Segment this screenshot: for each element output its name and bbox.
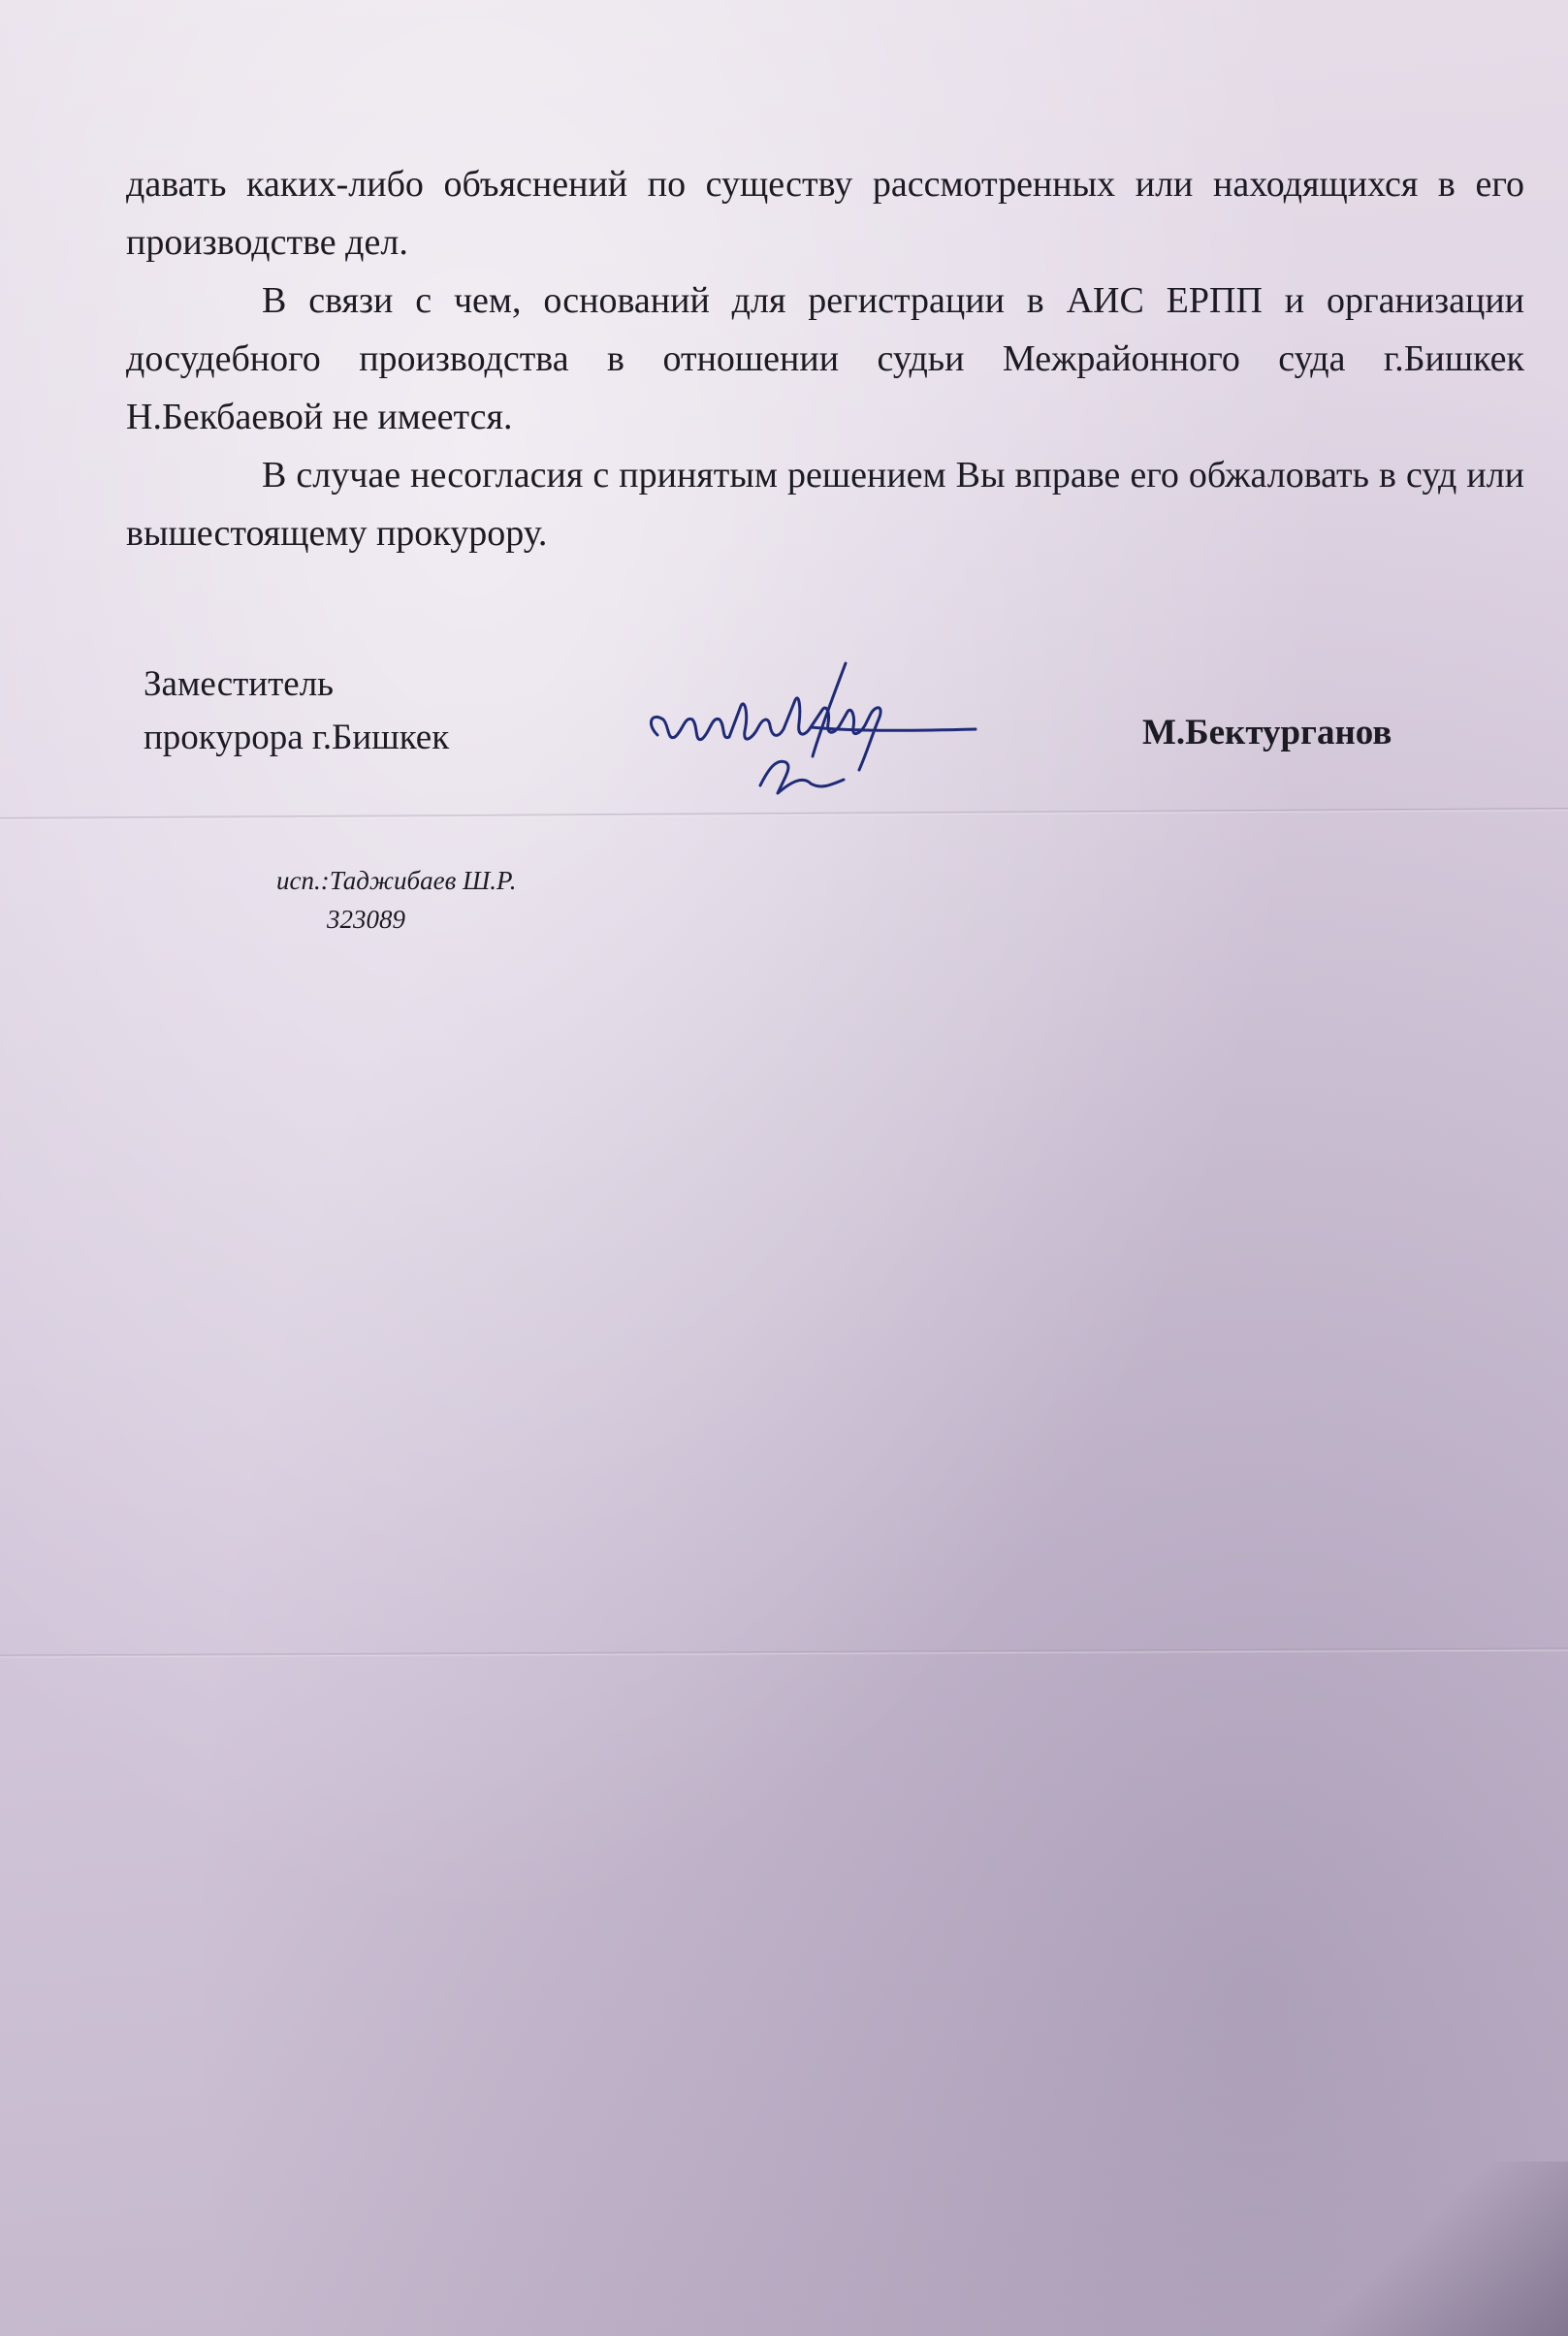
executor-phone: 323089 xyxy=(327,905,405,934)
executor-name: исп.:Таджибаев Ш.Р. xyxy=(276,866,517,895)
executor-info xyxy=(276,861,517,939)
body-paragraph: В случае несогласия с принятым решением Вы вправе его обжаловать в суд или вышестоящему прокурору. xyxy=(126,455,1524,554)
page-corner-shadow xyxy=(1316,2161,1568,2336)
body-paragraph: давать каких-либо объяснений по существу рассмотренных или находящихся в его производстве дел. xyxy=(126,164,1524,263)
handwritten-signature xyxy=(640,656,989,820)
signer-position xyxy=(144,657,449,764)
paper-fold-line xyxy=(0,1648,1568,1657)
signer-position-line: Заместитель xyxy=(144,664,335,704)
letter-body xyxy=(126,155,1524,562)
signer-name: М.Бектурганов xyxy=(1142,713,1392,752)
signer-position-line: прокурора г.Бишкек xyxy=(144,718,450,757)
body-paragraph: В связи с чем, оснований для регистрации в АИС ЕРПП и организации досудебного производства в отношении судьи Межрайонного суда г.Бишкек Н.Бекбаевой не имеется. xyxy=(126,280,1524,437)
